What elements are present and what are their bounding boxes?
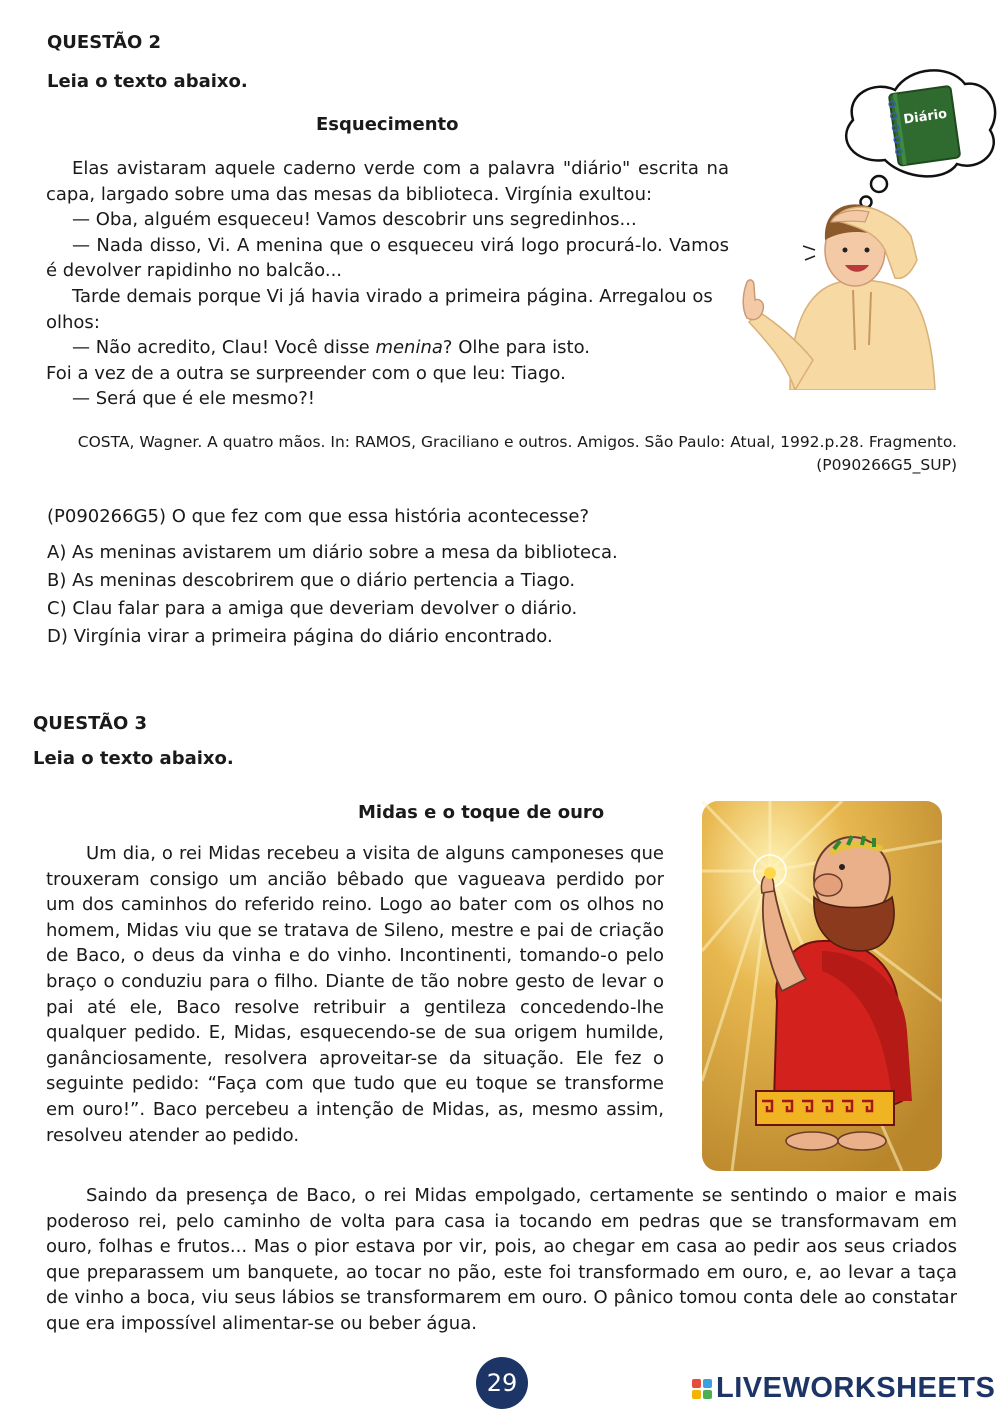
q2-text-title: Esquecimento: [316, 114, 459, 135]
q2-paragraph-2: — Oba, alguém esqueceu! Vamos descobrir uns segredinhos...: [72, 209, 637, 231]
q2-paragraph-4: Tarde demais porque Vi já havia virado a primeira página. Arregalou os olhos:: [46, 285, 713, 333]
pointing-hand: [743, 280, 763, 320]
q2-heading: QUESTÃO 2: [47, 32, 162, 53]
q2-paragraph-6: Foi a vez de a outra se surpreender com o que leu: Tiago.: [46, 362, 566, 384]
q2-paragraph-1: Elas avistaram aquele caderno verde com a palavra "diário" escrita na capa, largado sobre uma das mesas da biblioteca. Virgínia exultou:: [46, 158, 729, 205]
q2-option-b[interactable]: B) As meninas descobrirem que o diário pertencia a Tiago.: [47, 570, 576, 591]
q3-paragraph-1: Um dia, o rei Midas recebeu a visita de alguns camponeses que trouxeram consigo um ancião bêbado que vagueava perdido por um dos caminhos do referido reino. Logo ao bater com os olhos no homem, Midas viu que se tratava de Sileno, mestre e pai de criação de Baco, o deus da vinha e do vinho. Incontinenti, tomando-o pelo braço o conduziu para o filho. Diante de tão nobre gesto de levar o pai até ele, Baco resolve retribuir a gentileza concedendo-lhe qualquer pedido. E, Midas, esquecendo-se de sua origem humilde, ganânciosamente, resolvera aproveitar-se da situação. Ele fez o seguinte pedido: “Faça com que tudo que eu toque se transforme em ouro!”. Baco percebeu a intenção de Midas, as, mesmo assim, resolveu atender ao pedido.: [46, 843, 664, 1146]
q2-story: [46, 156, 729, 412]
q2-option-d[interactable]: D) Virgínia virar a primeira página do diário encontrado.: [47, 626, 553, 647]
q2-paragraph-5: — Não acredito, Clau! Você disse menina? Olhe para isto.: [72, 337, 591, 359]
q2-question: (P090266G5) O que fez com que essa história acontecesse?: [47, 506, 590, 527]
q3-lead: Leia o texto abaixo.: [33, 748, 234, 769]
q2-option-c[interactable]: C) Clau falar para a amiga que deveriam devolver o diário.: [47, 598, 578, 619]
q2-paragraph-7: — Será que é ele mesmo?!: [72, 388, 315, 410]
q2-options: [47, 539, 618, 651]
q2-paragraph-3: — Nada disso, Vi. A menina que o esqueceu virá logo procurá-lo. Vamos é devolver rapidinho no balcão...: [46, 234, 729, 282]
q2-lead: Leia o texto abaixo.: [47, 71, 248, 92]
q2-option-a[interactable]: A) As meninas avistarem um diário sobre a mesa da biblioteca.: [47, 542, 618, 563]
liveworksheets-logo: [692, 1372, 995, 1405]
diary-label: Diário: [902, 106, 949, 128]
q2-source: COSTA, Wagner. A quatro mãos. In: RAMOS, Graciliano e outros. Amigos. São Paulo: Atual, 1992.p.28. Fragmento. (P090266G5_SUP): [77, 433, 957, 474]
q3-paragraph-2: Saindo da presença de Baco, o rei Midas empolgado, certamente se sentindo o maior e mais poderoso rei, pelo caminho de volta para casa ia tocando em pedras que se transformavam em ouro, folhas e frutos... Mas o pior estava por vir, pois, ao chegar em casa ao pedir aos seus criados que preparassem um banquete, ao tocar no pão, este foi transformado em ouro, e, ao levar a taça de vinho a boca, viu seus lábios se transformarem em ouro. O pânico tomou conta dele ao constatar que era impossível alimentar-se ou beber água.: [46, 1185, 957, 1334]
diary-icon: [888, 86, 960, 166]
liveworksheets-brand: LIVEWORKSHEETS: [716, 1372, 996, 1404]
liveworksheets-logo-icon: [692, 1379, 712, 1399]
page-number: 29: [476, 1357, 528, 1409]
q3-heading: QUESTÃO 3: [33, 713, 148, 734]
q3-text-title: Midas e o toque de ouro: [358, 802, 605, 823]
thinking-boy-illustration: [735, 60, 999, 390]
king-midas-illustration: [702, 801, 942, 1171]
